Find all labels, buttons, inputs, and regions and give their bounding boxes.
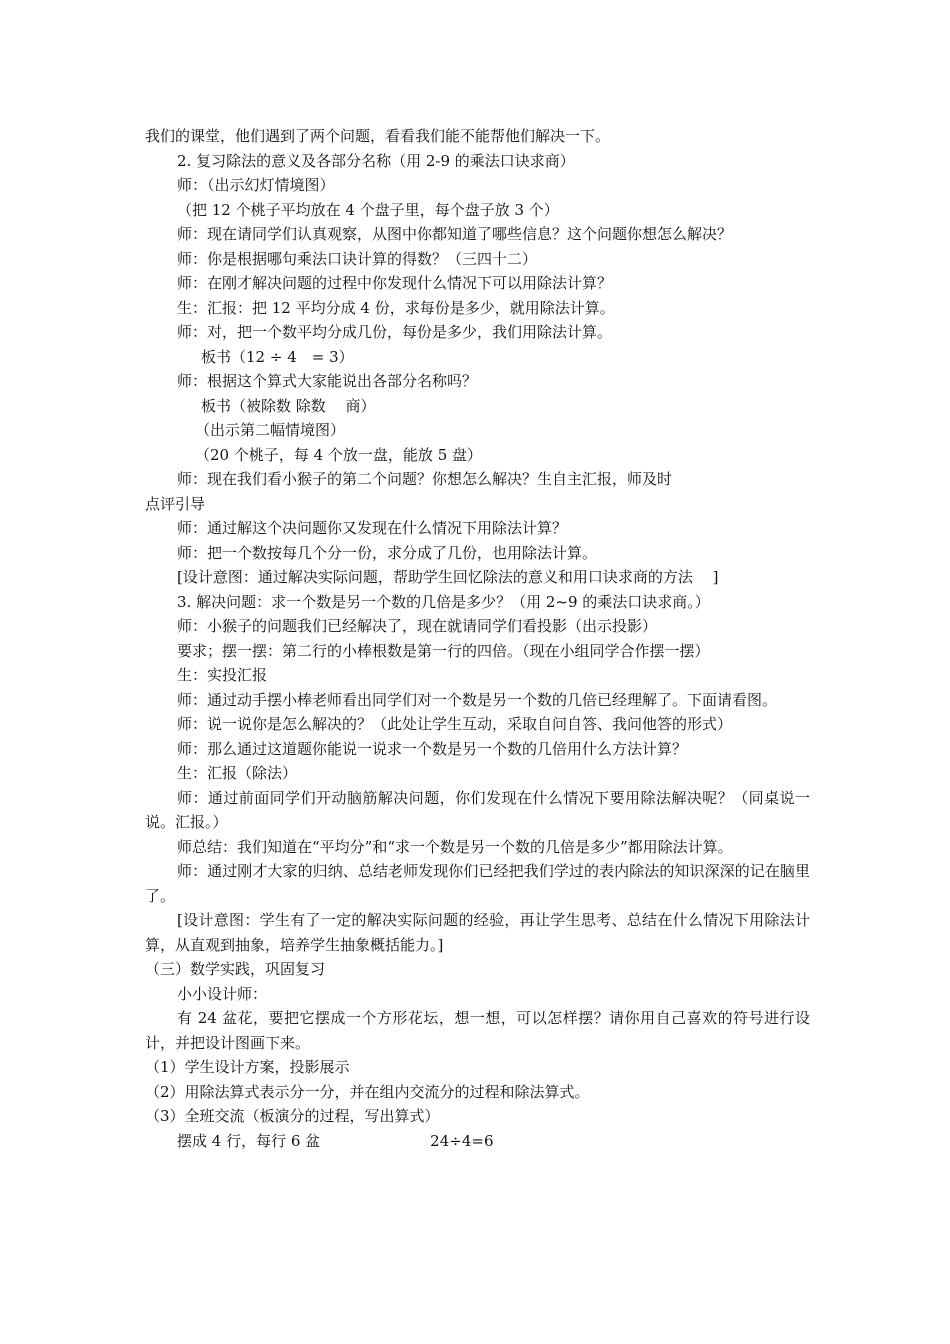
text-line: 师：那么通过这道题你能说一说求一个数是另一个数的几倍用什么方法计算？ bbox=[177, 739, 688, 758]
text-line: 师：现在请同学们认真观察，从图中你都知道了哪些信息？这个问题你想怎么解决？ bbox=[177, 225, 733, 243]
text-paragraph: 师：通过动手摆小棒老师看出同学们对一个数是另一个数的几倍已经理解了。下面请看图。 bbox=[177, 690, 778, 709]
text-line: 师：通过解这个决问题你又发现在什么情况下用除法计算？ bbox=[177, 519, 568, 537]
text-paragraph: 有 24 盆花，要把它摆成一个方形花坛，想一想，可以怎样摆？请你用自己喜欢的符号进行设计，并把设计图画下来。 bbox=[145, 1009, 810, 1052]
text-line: 生：实投汇报 bbox=[177, 666, 268, 684]
list-item: （1）学生设计方案，投影展示 bbox=[145, 1058, 350, 1076]
arrangement-text: 摆成 4 行，每行 6 盆 bbox=[177, 1131, 321, 1150]
text-line: 师：小猴子的问题我们已经解决了，现在就请同学们看投影（出示投影） bbox=[177, 617, 658, 635]
text-line: 小小设计师： bbox=[177, 984, 268, 1003]
list-item: （3）全班交流（板演分的过程，写出算式） bbox=[145, 1107, 440, 1125]
board-note: 板书（12 ÷ 4 = 3） bbox=[201, 347, 354, 366]
text-line: 师：在刚才解决问题的过程中你发现什么情况下可以用除法计算？ bbox=[177, 274, 613, 292]
text-line: 师：对，把一个数平均分成几份，每份是多少，我们用除法计算。 bbox=[177, 323, 613, 341]
text-line: 师：说一说你是怎么解决的？（此处让学生互动，采取自问自答、我问他答的形式） bbox=[177, 715, 733, 733]
text-paragraph: 师：通过前面同学们开动脑筋解决问题，你们发现在什么情况下要用除法解决呢？（同桌说一说。汇报。） bbox=[145, 788, 810, 831]
text-line: （出示第二幅情境图） bbox=[195, 421, 346, 439]
text-paragraph: 师总结：我们知道在“平均分”和“求一个数是另一个数的几倍是多少”都用除法计算。 bbox=[177, 837, 733, 856]
lesson-plan-body bbox=[145, 124, 810, 1153]
design-intent-note: [设计意图：通过解决实际问题，帮助学生回忆除法的意义和用口诀求商的方法 ] bbox=[177, 568, 719, 586]
text-line: （把 12 个桃子平均放在 4 个盘子里，每个盘子放 3 个） bbox=[177, 200, 559, 219]
text-line: 我们的课堂，他们遇到了两个问题，看看我们能不能帮他们解决一下。 bbox=[145, 127, 611, 145]
text-line: 师：把一个数按每几个分一份，求分成了几份，也用除法计算。 bbox=[177, 543, 598, 562]
board-note: 板书（被除数 除数 商） bbox=[201, 396, 376, 415]
text-line: 要求；摆一摆：第二行的小棒根数是第一行的四倍。（现在小组同学合作摆一摆） bbox=[177, 641, 710, 660]
list-item: （2）用除法算式表示分一分，并在组内交流分的过程和除法算式。 bbox=[145, 1082, 590, 1101]
text-line: 生：汇报（除法） bbox=[177, 764, 298, 782]
division-expression: 24÷4=6 bbox=[430, 1131, 494, 1150]
section-heading-solve-problem: 3. 解决问题：求一个数是另一个数的几倍是多少？（用 2~9 的乘法口诀求商。） bbox=[177, 592, 710, 611]
text-line: 师：你是根据哪句乘法口诀计算的得数？（三四十二） bbox=[177, 249, 538, 268]
text-paragraph: 师：通过刚才大家的归纳、总结老师发现你们已经把我们学过的表内除法的知识深深的记在脑里了。 bbox=[145, 862, 810, 905]
section-heading-practice: （三）数学实践，巩固复习 bbox=[145, 960, 326, 978]
section-heading-review-division: 2. 复习除法的意义及各部分名称（用 2-9 的乘法口诀求商） bbox=[177, 151, 575, 170]
design-intent-paragraph: [设计意图：学生有了一定的解决实际问题的经验，再让学生思考、总结在什么情况下用除法计算，从直观到抽象，培养学生抽象概括能力。] bbox=[145, 911, 810, 954]
text-line: 生：汇报：把 12 平均分成 4 份，求每份是多少，就用除法计算。 bbox=[177, 298, 615, 317]
text-line: 师：现在我们看小猴子的第二个问题？你想怎么解决？生自主汇报，师及时 bbox=[177, 470, 673, 488]
text-line: 点评引导 bbox=[145, 494, 206, 513]
arrangement-row bbox=[145, 1129, 810, 1154]
text-line: （20 个桃子，每 4 个放一盘，能放 5 盘） bbox=[195, 445, 483, 464]
text-line: 师：（出示幻灯情境图） bbox=[177, 176, 335, 194]
text-line: 师：根据这个算式大家能说出各部分名称吗？ bbox=[177, 372, 478, 390]
